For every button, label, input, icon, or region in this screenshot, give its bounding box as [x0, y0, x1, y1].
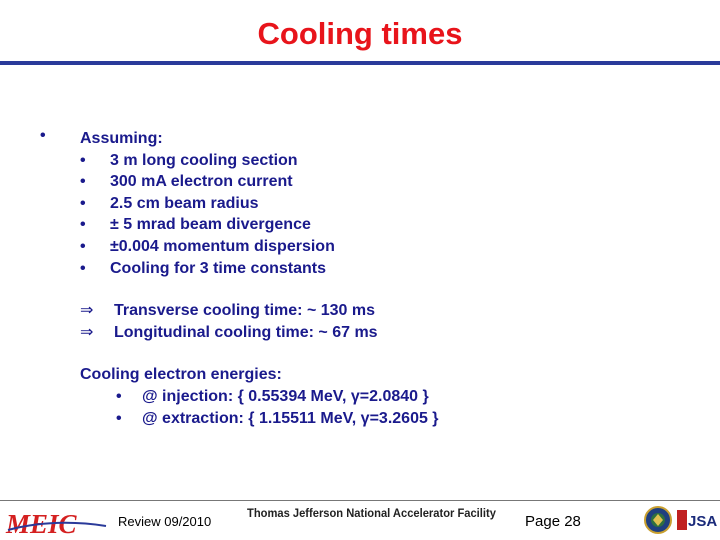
result-longitudinal: ⇒ Longitudinal cooling time: ~ 67 ms	[80, 322, 439, 344]
bullet-dot: •	[116, 387, 122, 405]
assumption-item: • ± 5 mrad beam divergence	[80, 214, 439, 236]
bullet-dot: •	[116, 409, 122, 427]
slide-title: Cooling times	[257, 16, 463, 51]
jsa-logo	[675, 506, 717, 534]
bullet-dot: •	[80, 259, 86, 277]
review-date: Review 09/2010	[118, 514, 212, 529]
result-transverse: ⇒ Transverse cooling time: ~ 130 ms	[80, 300, 439, 322]
bullet-dot: •	[80, 194, 86, 212]
energy-item-extraction: • @ extraction: { 1.15511 MeV, γ=3.2605 }	[80, 408, 439, 430]
bullet-dot: •	[80, 151, 86, 169]
assumption-item: • ±0.004 momentum dispersion	[80, 236, 439, 258]
jsa-logo-text: JSA	[688, 513, 717, 530]
assumption-item: • Cooling for 3 time constants	[80, 258, 439, 280]
slide-content	[80, 128, 439, 429]
assumption-item: • 2.5 cm beam radius	[80, 193, 439, 215]
energy-item-injection: • @ injection: { 0.55394 MeV, γ=2.0840 }	[80, 386, 439, 408]
assumption-item: • 3 m long cooling section	[80, 150, 439, 172]
implies-arrow-icon: ⇒	[80, 323, 94, 341]
assumption-item: • 300 mA electron current	[80, 171, 439, 193]
bullet-dot: •	[80, 237, 86, 255]
footer	[0, 500, 720, 540]
page-number: Page 28	[525, 513, 581, 530]
footer-divider	[0, 500, 720, 501]
bullet-dot: •	[80, 173, 86, 191]
meic-logo	[4, 508, 109, 538]
assumptions-heading: Assuming:	[80, 130, 163, 147]
bullet-dot: •	[80, 216, 86, 234]
doe-seal-icon	[644, 506, 672, 534]
energies-heading: Cooling electron energies:	[80, 366, 282, 384]
title-divider	[0, 61, 720, 65]
main-bullet: •	[40, 127, 46, 144]
implies-arrow-icon: ⇒	[80, 302, 94, 320]
meic-logo-text: MEIC	[6, 509, 77, 538]
lab-name: Thomas Jefferson National Accelerator Facility	[247, 506, 496, 520]
